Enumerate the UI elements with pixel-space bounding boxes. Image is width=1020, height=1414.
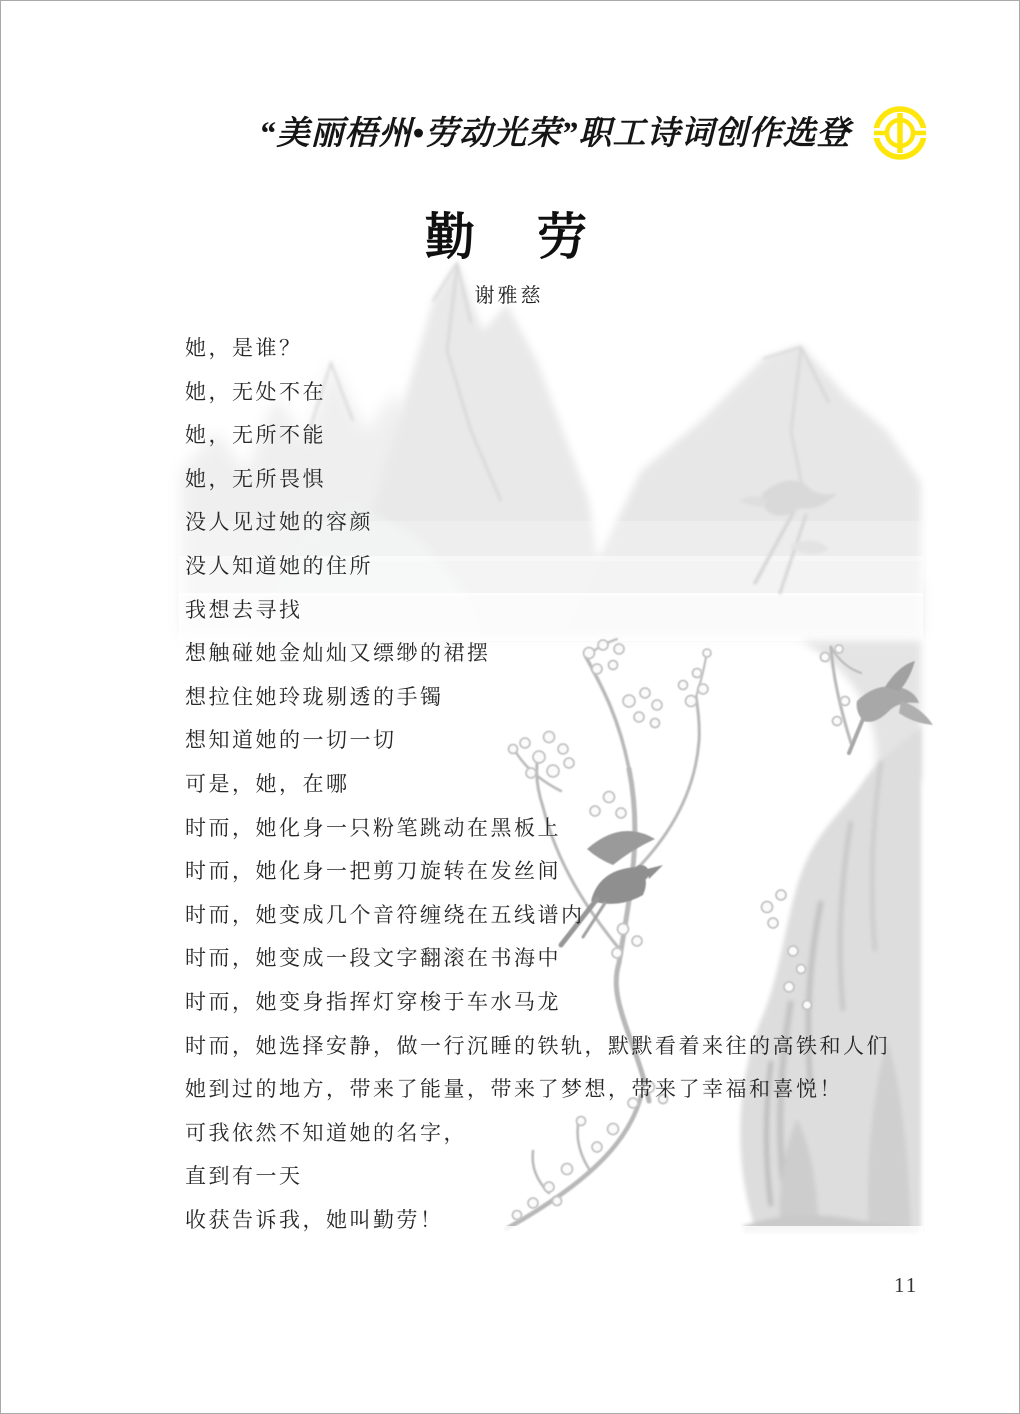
poem-line: 她，无处不在 xyxy=(185,380,326,404)
poem-line: 没人知道她的住所 xyxy=(185,554,373,578)
poem-line: 她，无所不能 xyxy=(185,424,326,448)
poem-line: 我想去寻找 xyxy=(185,598,303,622)
poem-line: 可我依然不知道她的名字， xyxy=(185,1121,467,1145)
poem-line: 可是，她，在哪 xyxy=(185,772,350,796)
poem-line: 时而，她变身指挥灯穿梭于车水马龙 xyxy=(185,990,561,1014)
poem-line: 想知道她的一切一切 xyxy=(185,729,397,753)
poem-title: 勤 劳 xyxy=(425,209,593,265)
page-number: 11 xyxy=(894,1273,919,1297)
poem-line: 想触碰她金灿灿又缥缈的裙摆 xyxy=(185,642,491,666)
poem-line: 想拉住她玲珑剔透的手镯 xyxy=(185,685,444,709)
poem-author: 谢雅慈 xyxy=(474,285,544,307)
poem-line: 时而，她化身一只粉笔跳动在黑板上 xyxy=(185,816,561,840)
page-content xyxy=(1,1,1020,1414)
poem-line: 时而，她变成几个音符缠绕在五线谱内 xyxy=(185,903,585,927)
column-header-title: “美丽梧州•劳动光荣”职工诗词创作选登 xyxy=(259,116,851,152)
poem-line: 她，是谁？ xyxy=(185,337,303,360)
poem-line: 时而，她化身一把剪刀旋转在发丝间 xyxy=(185,860,561,884)
poem-line: 没人见过她的容颜 xyxy=(185,511,373,535)
poem-line: 收获告诉我，她叫勤劳！ xyxy=(185,1208,444,1232)
poem-line: 她到过的地方，带来了能量，带来了梦想，带来了幸福和喜悦！ xyxy=(185,1078,843,1102)
trade-union-emblem-icon xyxy=(872,105,928,161)
poem-line: 时而，她变成一段文字翻滚在书海中 xyxy=(185,947,561,971)
poem-line: 直到有一天 xyxy=(185,1165,303,1189)
poem-line: 她，无所畏惧 xyxy=(185,467,326,491)
poem-body xyxy=(185,327,945,1242)
poem-line: 时而，她选择安静，做一行沉睡的铁轨，默默看着来往的高铁和人们 xyxy=(185,1034,890,1058)
